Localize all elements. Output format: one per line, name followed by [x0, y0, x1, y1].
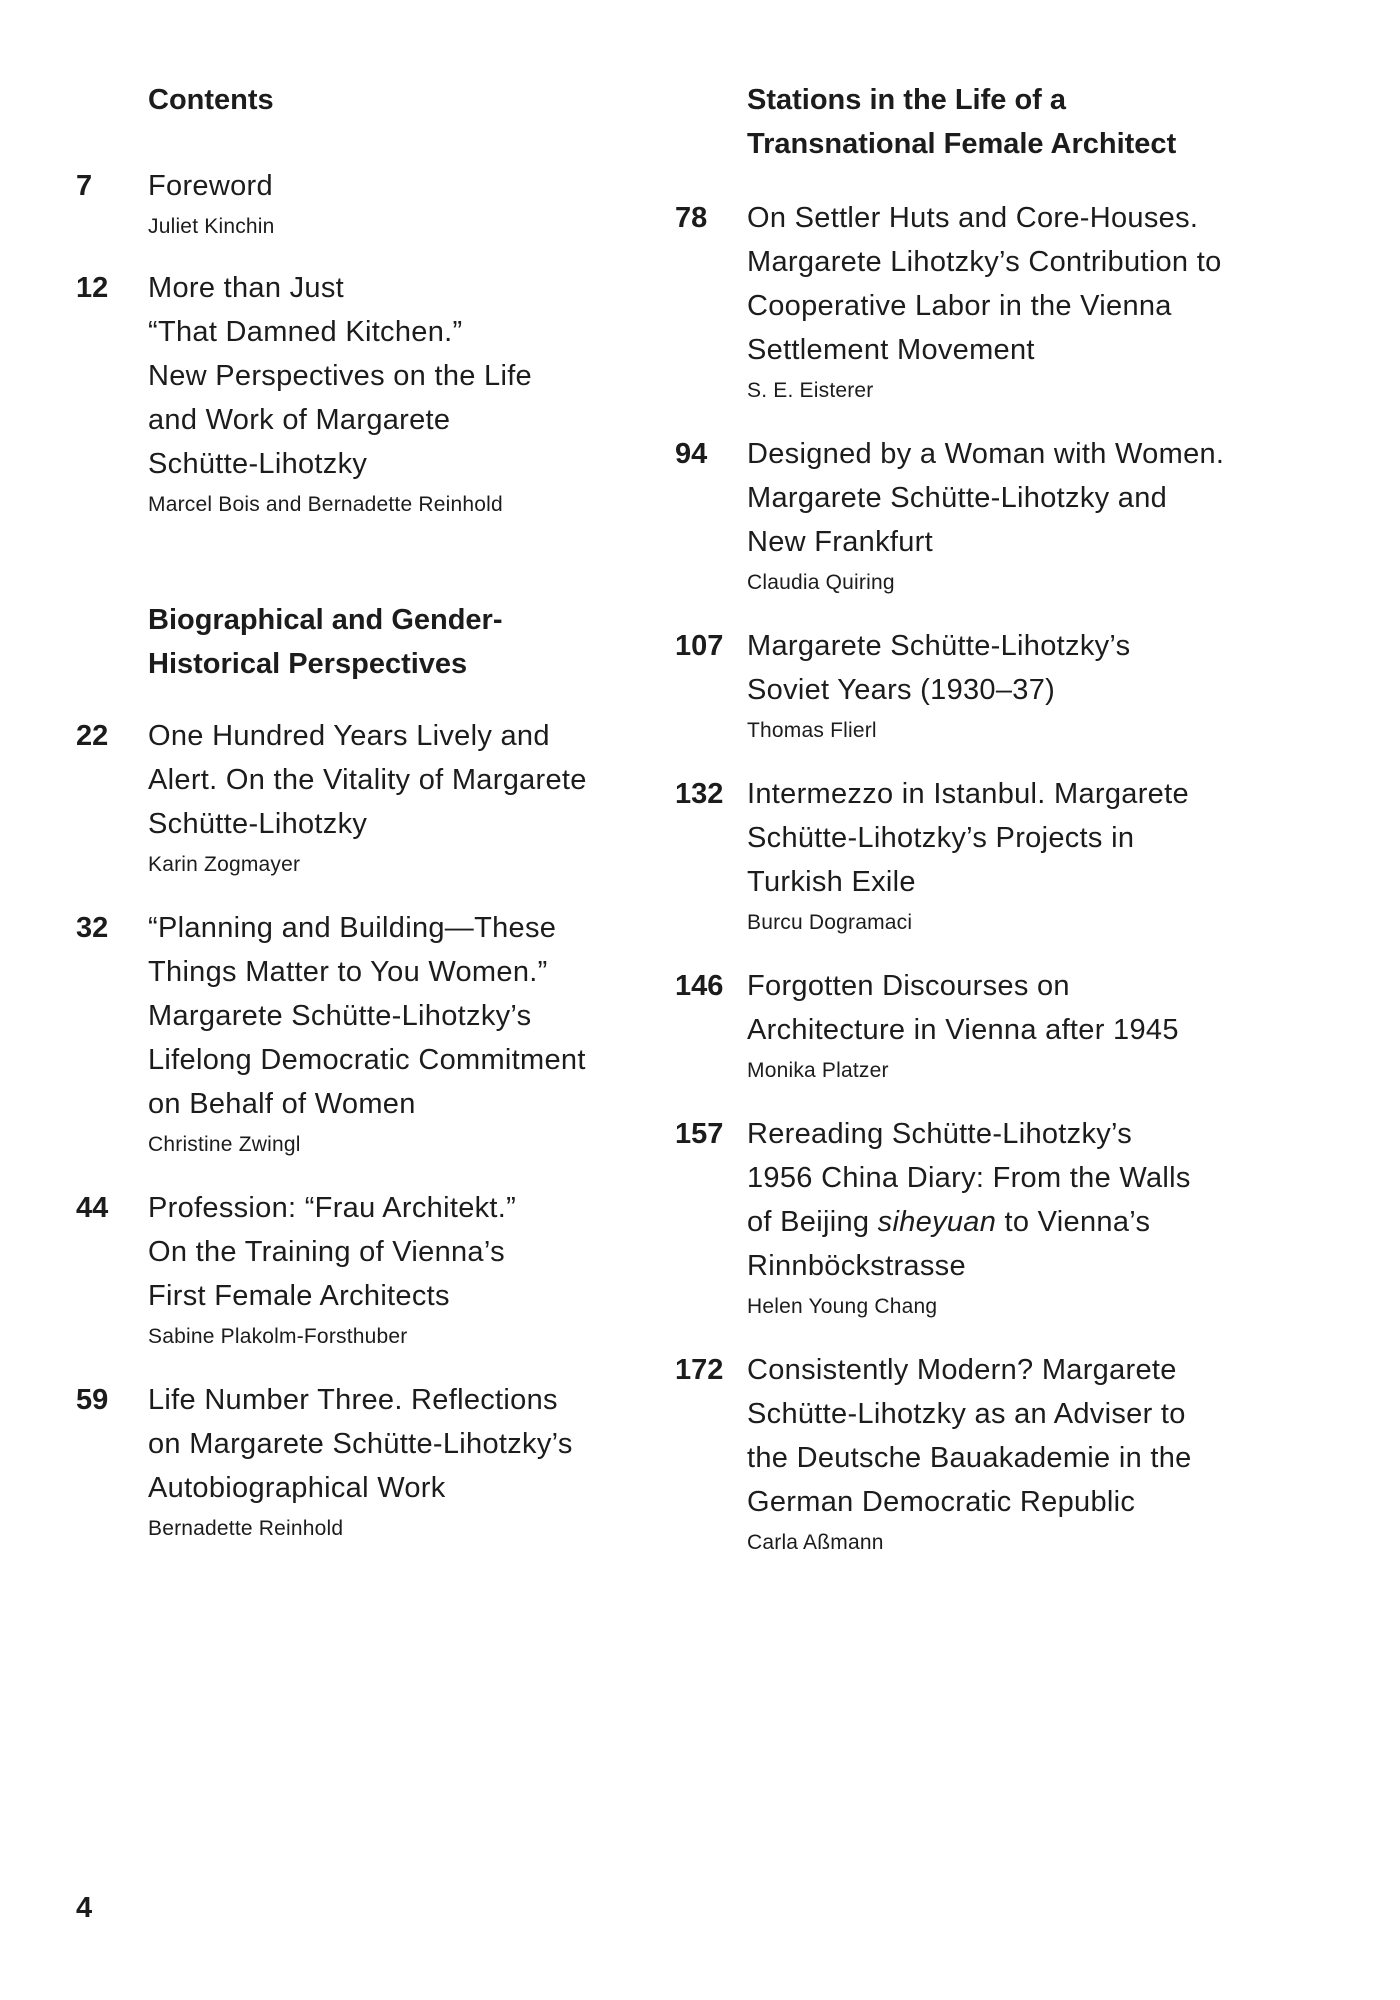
entry-title: Profession: “Frau Architekt.” On the Training of Vienna’s First Female Architects — [148, 1192, 517, 1312]
entry-author: Carla Aßmann — [747, 1531, 884, 1554]
section-heading: Stations in the Life of a Transnational Female Architect — [747, 84, 1177, 160]
toc-entry[interactable] — [675, 964, 1275, 1086]
entry-author: Monika Platzer — [747, 1059, 889, 1082]
entry-author: Marcel Bois and Bernadette Reinhold — [148, 493, 503, 516]
toc-entry[interactable] — [675, 624, 1275, 746]
entry-page-number: 78 — [675, 202, 708, 234]
entry-author: Bernadette Reinhold — [148, 1517, 344, 1540]
entry-title: Foreword — [148, 170, 273, 202]
entry-title: “Planning and Building—These Things Matter to You Women.” Margarete Schütte-Lihotzky’s Lifelong Democratic Commitment on Behalf of Women — [148, 912, 586, 1120]
entry-page-number: 172 — [675, 1354, 724, 1386]
entry-author: Burcu Dogramaci — [747, 911, 913, 934]
section-heading: Biographical and Gender- Historical Perspectives — [148, 604, 503, 680]
entry-author: Christine Zwingl — [148, 1133, 301, 1156]
entry-author: Claudia Quiring — [747, 571, 895, 594]
toc-entry[interactable] — [76, 1186, 676, 1352]
entry-page-number: 7 — [76, 170, 93, 202]
entry-author: Juliet Kinchin — [148, 215, 275, 238]
toc-entry[interactable] — [675, 432, 1275, 598]
toc-entry[interactable] — [675, 1348, 1275, 1558]
entry-author: Thomas Flierl — [747, 719, 877, 742]
entry-title-italic: siheyuan — [877, 1206, 997, 1238]
entry-page-number: 59 — [76, 1384, 109, 1416]
entry-title-part: Rereading Schütte-Lihotzky’s 1956 China Diary: From the Walls of Beijing — [747, 1118, 1191, 1238]
entry-title: Margarete Schütte-Lihotzky’s Soviet Years (1930–37) — [747, 630, 1131, 706]
entry-title: One Hundred Years Lively and Alert. On the Vitality of Margarete Schütte-Lihotzky — [148, 720, 587, 840]
toc-left-column — [76, 0, 676, 1544]
entry-page-number: 44 — [76, 1192, 109, 1224]
toc-right-column — [675, 0, 1275, 1558]
entry-title: Forgotten Discourses on Architecture in Vienna after 1945 — [747, 970, 1179, 1046]
entry-title: On Settler Huts and Core-Houses. Margarete Lihotzky’s Contribution to Cooperative Labor in the Vienna Settlement Movement — [747, 202, 1222, 366]
toc-entry[interactable] — [76, 906, 676, 1160]
entry-page-number: 146 — [675, 970, 724, 1002]
toc-entry[interactable] — [675, 1112, 1275, 1322]
entry-title: Consistently Modern? Margarete Schütte-Lihotzky as an Adviser to the Deutsche Bauakademie in the German Democratic Republic — [747, 1354, 1192, 1518]
entry-title: More than Just “That Damned Kitchen.” New Perspectives on the Life and Work of Margarete Schütte-Lihotzky — [148, 272, 532, 480]
entry-page-number: 94 — [675, 438, 708, 470]
contents-heading: Contents — [148, 84, 274, 116]
toc-entry[interactable] — [675, 772, 1275, 938]
toc-entry[interactable] — [675, 196, 1275, 406]
entry-title: Intermezzo in Istanbul. Margarete Schütte-Lihotzky’s Projects in Turkish Exile — [747, 778, 1189, 898]
entry-author: S. E. Eisterer — [747, 379, 874, 402]
toc-entry[interactable] — [76, 714, 676, 880]
entry-page-number: 157 — [675, 1118, 724, 1150]
entry-title — [747, 1112, 1275, 1288]
entry-title-part: to Vienna’s Rinnböckstrasse — [747, 1206, 1151, 1282]
entry-author: Sabine Plakolm-Forsthuber — [148, 1325, 408, 1348]
entry-page-number: 107 — [675, 630, 724, 662]
entry-author: Helen Young Chang — [747, 1295, 938, 1318]
toc-entry[interactable] — [76, 1378, 676, 1544]
page-number: 4 — [76, 1892, 93, 1924]
entry-page-number: 32 — [76, 912, 109, 944]
entry-author: Karin Zogmayer — [148, 853, 301, 876]
toc-entry[interactable] — [76, 266, 676, 520]
entry-title: Designed by a Woman with Women. Margarete Schütte-Lihotzky and New Frankfurt — [747, 438, 1225, 558]
entry-page-number: 132 — [675, 778, 724, 810]
entry-page-number: 12 — [76, 272, 109, 304]
entry-title: Life Number Three. Reflections on Margarete Schütte-Lihotzky’s Autobiographical Work — [148, 1384, 573, 1504]
entry-page-number: 22 — [76, 720, 109, 752]
toc-entry[interactable] — [76, 164, 676, 242]
